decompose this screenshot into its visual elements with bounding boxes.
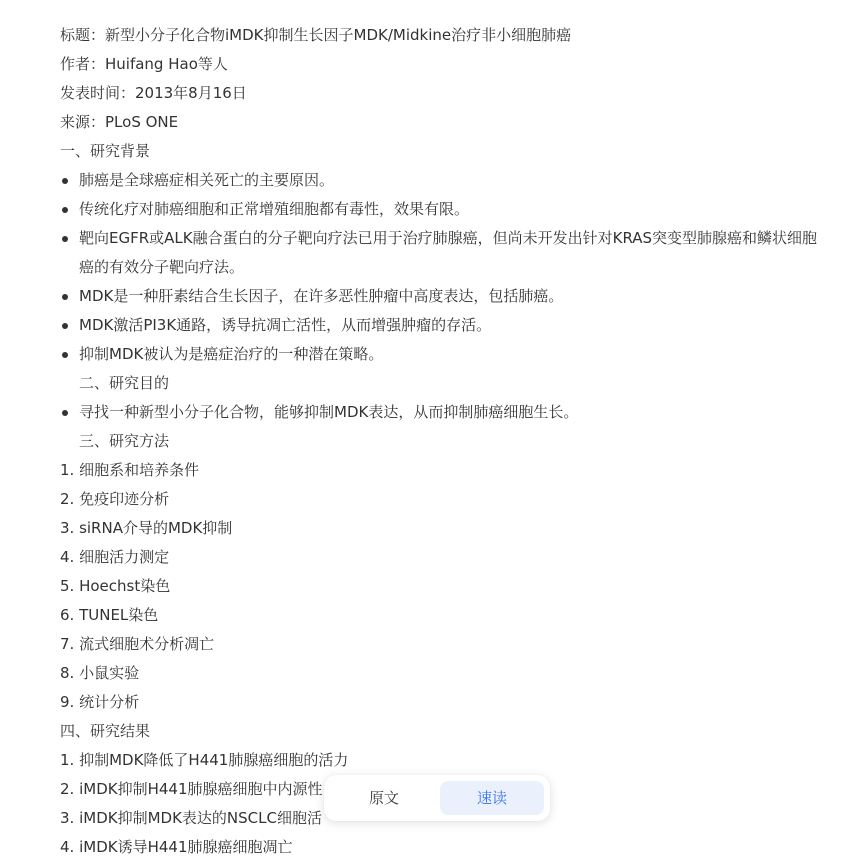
view-mode-toggle bbox=[324, 775, 550, 821]
list-item: 3. iMDK抑制MDK表达的NSCLC细胞活 bbox=[60, 809, 322, 827]
section-heading-results: 四、研究结果 bbox=[60, 722, 151, 740]
list-item: 靶向EGFR或ALK融合蛋白的分子靶向疗法已用于治疗肺腺癌，但尚未开发出针对KRAS突变型肺腺癌和鳞状细胞癌的有效分子靶向疗法。 bbox=[60, 224, 820, 282]
speed-read-button[interactable]: 速读 bbox=[440, 781, 544, 815]
list-item: 寻找一种新型小分子化合物，能够抑制MDK表达，从而抑制肺癌细胞生长。 bbox=[60, 398, 820, 427]
list-item: 9. 统计分析 bbox=[60, 693, 140, 711]
original-text-button[interactable]: 原文 bbox=[368, 789, 399, 807]
list-item: 4. iMDK诱导H441肺腺癌细胞凋亡 bbox=[60, 838, 293, 856]
section-heading-background: 一、研究背景 bbox=[60, 142, 151, 160]
paper-source: 来源：PLoS ONE bbox=[60, 113, 179, 131]
list-item: 2. iMDK抑制H441肺腺癌细胞中内源性 bbox=[60, 780, 323, 798]
list-item: 2. 免疫印迹分析 bbox=[60, 490, 170, 508]
section-heading-methods: 三、研究方法 bbox=[79, 432, 170, 450]
bullet-icon bbox=[62, 294, 68, 300]
list-item: 8. 小鼠实验 bbox=[60, 664, 140, 682]
bullet-icon bbox=[62, 236, 68, 242]
list-item: 肺癌是全球癌症相关死亡的主要原因。 bbox=[60, 166, 820, 195]
list-item: 1. 抑制MDK降低了H441肺腺癌细胞的活力 bbox=[60, 751, 349, 769]
bullet-icon bbox=[62, 178, 68, 184]
list-item: 5. Hoechst染色 bbox=[60, 577, 171, 595]
methods-list bbox=[60, 456, 820, 717]
bullet-icon bbox=[62, 207, 68, 213]
bullet-icon bbox=[62, 352, 68, 358]
list-item: 传统化疗对肺癌细胞和正常增殖细胞都有毒性，效果有限。 bbox=[60, 195, 820, 224]
paper-author: 作者：Huifang Hao等人 bbox=[60, 55, 228, 73]
list-item: 3. siRNA介导的MDK抑制 bbox=[60, 519, 233, 537]
bullet-icon bbox=[62, 410, 68, 416]
paper-date: 发表时间：2013年8月16日 bbox=[60, 84, 247, 102]
list-item: MDK是一种肝素结合生长因子，在许多恶性肿瘤中高度表达，包括肺癌。 bbox=[60, 282, 820, 311]
list-item: 1. 细胞系和培养条件 bbox=[60, 461, 200, 479]
paper-title: 标题：新型小分子化合物iMDK抑制生长因子MDK/Midkine治疗非小细胞肺癌 bbox=[60, 26, 572, 44]
background-list bbox=[60, 166, 820, 369]
list-item: 抑制MDK被认为是癌症治疗的一种潜在策略。 bbox=[60, 340, 820, 369]
list-item: MDK激活PI3K通路，诱导抗凋亡活性，从而增强肿瘤的存活。 bbox=[60, 311, 820, 340]
bullet-icon bbox=[62, 323, 68, 329]
summary-document bbox=[60, 21, 820, 862]
section-heading-purpose: 二、研究目的 bbox=[79, 374, 170, 392]
purpose-list bbox=[60, 398, 820, 427]
list-item: 6. TUNEL染色 bbox=[60, 606, 159, 624]
list-item: 4. 细胞活力测定 bbox=[60, 548, 170, 566]
list-item: 7. 流式细胞术分析凋亡 bbox=[60, 635, 215, 653]
